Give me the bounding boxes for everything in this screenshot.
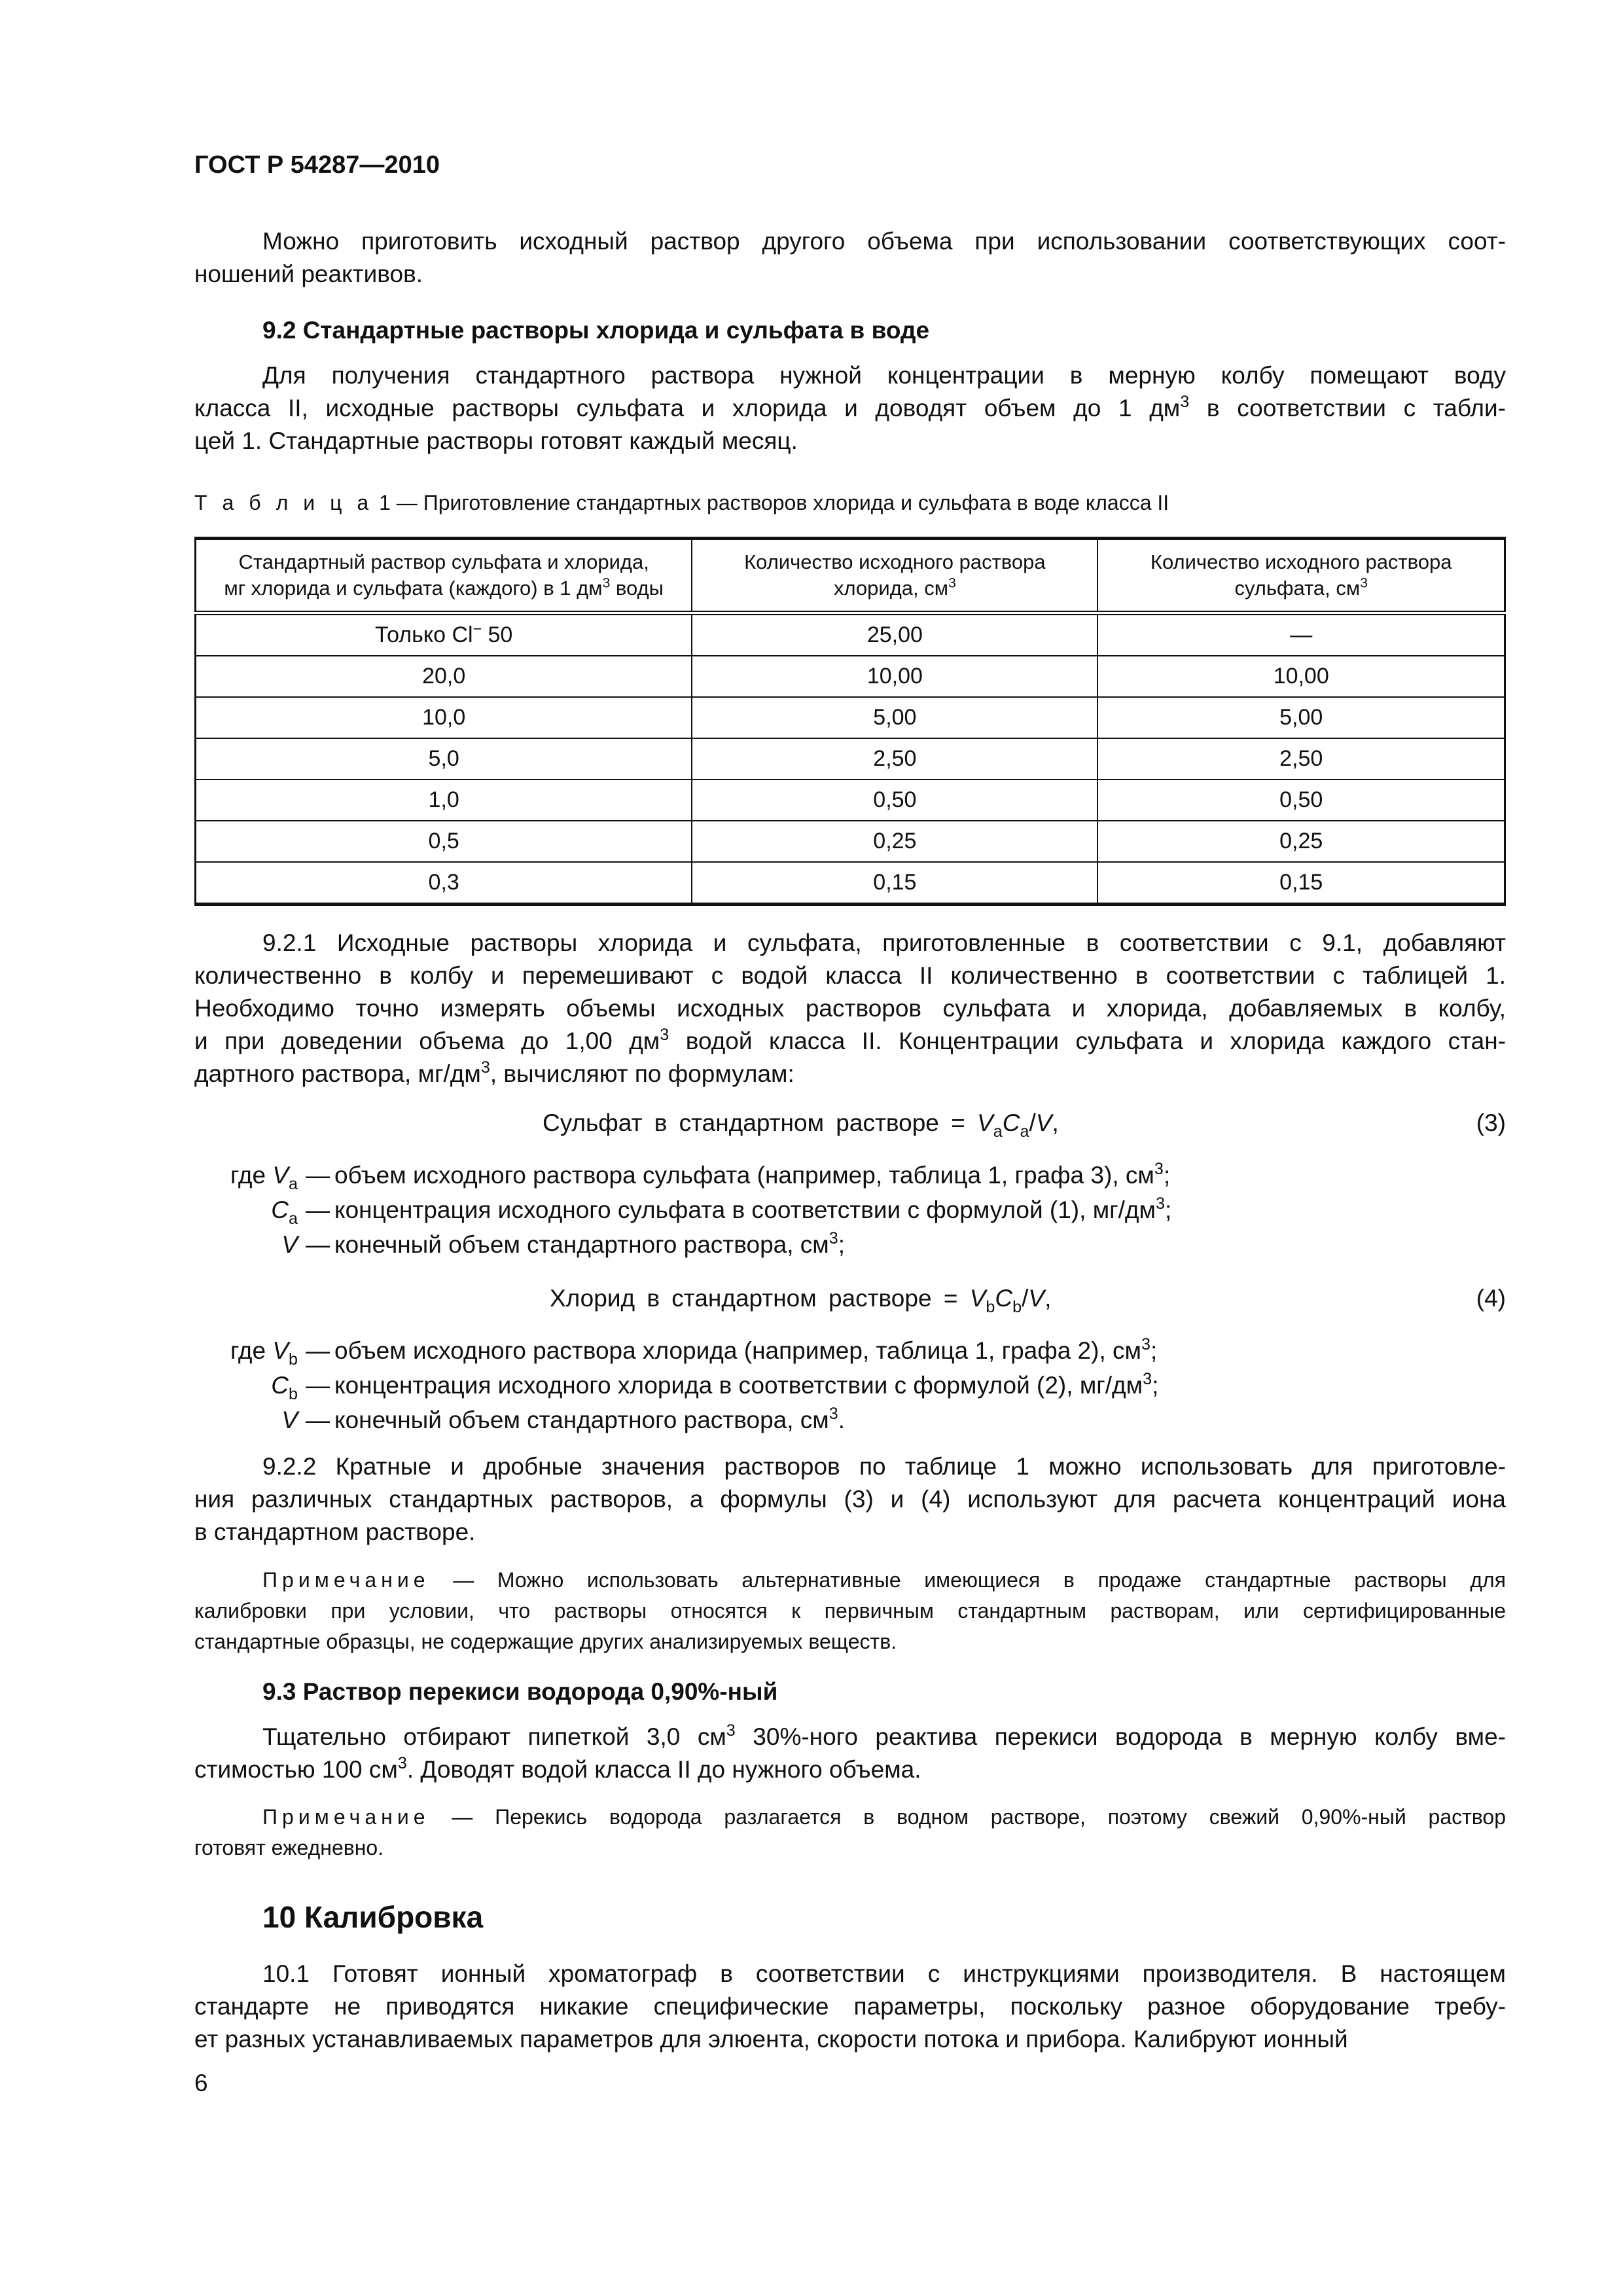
text-line xyxy=(194,1753,1506,1786)
text-run: 3 xyxy=(829,1405,838,1424)
text-run: где xyxy=(230,1337,273,1364)
text-run: Только Cl xyxy=(375,622,473,647)
table-cell xyxy=(692,697,1097,738)
column-header xyxy=(692,539,1097,613)
text-run: C xyxy=(271,1372,289,1399)
text-run: ; xyxy=(1164,1196,1172,1223)
where-item xyxy=(194,1158,1171,1193)
text-line xyxy=(194,1516,1506,1549)
text-run: 3 xyxy=(660,1026,669,1045)
text-run: V xyxy=(281,1407,298,1433)
text-run: 3 xyxy=(1360,575,1368,591)
text-run: 3 xyxy=(1180,393,1190,412)
where-list-3 xyxy=(194,1158,1171,1262)
text-run: конечный объем стандартного раствора, см xyxy=(334,1231,829,1258)
text-run: конечный объем стандартного раствора, см xyxy=(334,1407,829,1433)
text-run: 0,25 xyxy=(873,829,917,853)
table-cell xyxy=(1097,613,1505,656)
text-run: 0,25 xyxy=(1279,829,1323,853)
text-line xyxy=(194,1596,1506,1626)
text-run: b xyxy=(986,1297,995,1316)
text-run: Примечание xyxy=(262,1805,430,1829)
text-run: 3 xyxy=(1154,1160,1164,1179)
document-header: ГОСТ Р 54287—2010 xyxy=(194,151,440,179)
text-run: a xyxy=(289,1209,298,1228)
text-line xyxy=(194,1958,1506,1990)
text-run: Тщательно отбирают пипеткой 3,0 см xyxy=(262,1723,726,1750)
text-run: в соответствии с табли- xyxy=(1189,395,1506,422)
variable-symbol xyxy=(194,1368,306,1403)
table-cell xyxy=(692,862,1097,905)
table-row xyxy=(196,821,1505,862)
text-run: 10,0 xyxy=(422,705,466,730)
note-2 xyxy=(194,1802,1506,1863)
where-item xyxy=(194,1227,1171,1262)
text-line xyxy=(194,1833,1506,1863)
text-line xyxy=(194,927,1506,960)
variable-symbol xyxy=(194,1193,306,1227)
formula-4 xyxy=(550,1282,1051,1315)
variable-definition xyxy=(329,1193,1171,1227)
text-run: стандарте не приводятся никакие специфические параметры, поскольку разное оборудование требу- xyxy=(194,1993,1506,2020)
table-cell xyxy=(692,780,1097,821)
paragraph-9-2-2 xyxy=(194,1450,1506,1549)
text-run: калибровки при условии, что растворы относятся к первичным стандартным растворам, или сертифицированные xyxy=(194,1599,1506,1623)
text-run: 10,00 xyxy=(1273,664,1329,689)
variable-definition xyxy=(329,1333,1157,1368)
text-line xyxy=(194,1565,1506,1596)
table-cell xyxy=(692,613,1097,656)
variable-symbol xyxy=(194,1227,306,1262)
variable-symbol xyxy=(194,1158,306,1193)
text-run: Количество исходного раствора xyxy=(1150,550,1452,573)
table-cell xyxy=(1097,821,1505,862)
text-line xyxy=(194,1025,1506,1058)
text-run: — Перекись водорода разлагается в водном растворе, поэтому свежий 0,90%-ный раствор xyxy=(429,1805,1506,1829)
dash: — xyxy=(306,1196,330,1223)
dash: — xyxy=(306,1337,330,1364)
formula-3-number: (3) xyxy=(1476,1109,1506,1136)
dash: — xyxy=(306,1407,330,1433)
text-run: сульфата, см xyxy=(1234,577,1361,600)
text-run: , xyxy=(1044,1285,1052,1312)
table-cell xyxy=(1097,862,1505,905)
text-line xyxy=(194,392,1506,425)
table-cell xyxy=(1097,780,1505,821)
text-line xyxy=(194,359,1506,392)
text-run: 50 xyxy=(482,622,513,647)
text-run: класса II, исходные растворы сульфата и хлорида и доводят объем до 1 дм xyxy=(194,395,1181,422)
paragraph-9-2 xyxy=(194,359,1506,457)
text-run: 3 xyxy=(726,1721,736,1740)
text-run: концентрация исходного сульфата в соответствии с формулой (1), мг/дм xyxy=(334,1196,1156,1223)
text-run: Стандартный раствор сульфата и хлорида, xyxy=(238,550,649,573)
text-line xyxy=(194,1802,1506,1833)
text-run: V xyxy=(281,1231,298,1258)
text-line xyxy=(194,425,1506,457)
text-run: / xyxy=(1029,1109,1036,1136)
text-run: Хлорид в стандартном растворе = xyxy=(550,1285,970,1312)
text-run: в стандартном растворе. xyxy=(194,1518,476,1545)
text-run: 10,00 xyxy=(866,664,923,689)
text-run: концентрация исходного хлорида в соответствии с формулой (2), мг/дм xyxy=(334,1372,1143,1399)
text-run: количественно в колбу и перемешивают с водой класса II количественно в соответствии с таблицей 1. xyxy=(194,962,1506,989)
header-line xyxy=(1098,549,1504,575)
data-table xyxy=(194,537,1506,906)
text-line xyxy=(194,960,1506,992)
text-run: a xyxy=(993,1122,1003,1141)
text-line xyxy=(194,1721,1506,1753)
text-run: C xyxy=(271,1196,289,1223)
text-run: / xyxy=(1022,1285,1029,1312)
text-run: C xyxy=(995,1285,1013,1312)
text-run: хлорида, см xyxy=(833,577,949,600)
text-line xyxy=(194,225,1506,258)
text-run: , вычисляют по формулам: xyxy=(490,1060,794,1087)
text-run: 20,0 xyxy=(422,664,466,689)
table-cell xyxy=(692,738,1097,780)
formula-3 xyxy=(543,1107,1059,1139)
where-list-4 xyxy=(194,1333,1158,1437)
text-run: где xyxy=(230,1162,273,1189)
text-run: 0,3 xyxy=(428,870,459,895)
text-run: . Доводят водой класса II до нужного объема. xyxy=(406,1756,921,1783)
text-run: 30%-ного реактива перекиси водорода в мерную колбу вме- xyxy=(735,1723,1506,1750)
text-run: 0,5 xyxy=(428,829,459,853)
text-run: 9.2.2 Кратные и дробные значения растворов по таблице 1 можно использовать для приготовле- xyxy=(262,1453,1506,1480)
where-item xyxy=(194,1333,1158,1368)
text-line xyxy=(194,1450,1506,1483)
table-cell xyxy=(1097,697,1505,738)
text-run: V xyxy=(1035,1109,1052,1136)
text-run: Сульфат в стандартном растворе = xyxy=(543,1109,978,1136)
text-run: 3 xyxy=(1143,1370,1152,1389)
text-run: V xyxy=(1028,1285,1045,1312)
text-run: 5,0 xyxy=(428,746,459,771)
where-item xyxy=(194,1368,1158,1403)
text-run: Количество исходного раствора xyxy=(744,550,1046,573)
text-run: объем исходного раствора сульфата (например, таблица 1, графа 3), см xyxy=(334,1162,1154,1189)
text-run: 0,50 xyxy=(1279,787,1323,812)
text-run: . xyxy=(838,1407,845,1433)
text-run: 3 xyxy=(602,575,611,591)
paragraph-intro xyxy=(194,225,1506,291)
formula-4-number: (4) xyxy=(1476,1285,1506,1312)
text-run: дартного раствора, мг/дм xyxy=(194,1060,481,1087)
text-run: − xyxy=(473,620,482,637)
header-line xyxy=(196,549,691,575)
text-run: — xyxy=(1290,622,1313,647)
text-run: 3 xyxy=(397,1754,407,1773)
text-run: 1,0 xyxy=(428,787,459,812)
text-run: 3 xyxy=(1141,1335,1150,1354)
header-line xyxy=(692,575,1097,601)
table-cell xyxy=(196,613,692,656)
text-run: 3 xyxy=(829,1229,838,1248)
text-run: 3 xyxy=(480,1058,490,1077)
text-run: готовят ежедневно. xyxy=(194,1836,384,1859)
paragraph-9-2-1 xyxy=(194,927,1506,1090)
text-run: V xyxy=(272,1162,289,1189)
text-run: Необходимо точно измерять объемы исходных растворов сульфата и хлорида, добавляемых в колбу, xyxy=(194,995,1506,1022)
text-run: 0,50 xyxy=(873,787,917,812)
table-cell xyxy=(196,656,692,697)
note-1 xyxy=(194,1565,1506,1657)
text-run: a xyxy=(289,1174,298,1193)
table-row xyxy=(196,656,1505,697)
text-run: 2,50 xyxy=(1279,746,1323,771)
header-line xyxy=(692,549,1097,575)
section-heading-9-3: 9.3 Раствор перекиси водорода 0,90%-ный xyxy=(262,1678,778,1705)
text-run: цей 1. Стандартные растворы готовят каждый месяц. xyxy=(194,427,798,454)
text-run: Можно приготовить исходный раствор другого объема при использовании соответствующих соот- xyxy=(262,228,1506,255)
where-item xyxy=(194,1193,1171,1227)
table-caption-text: 1 — Приготовление стандартных растворов хлорида и сульфата в воде класса II xyxy=(373,491,1169,514)
table-cell xyxy=(196,697,692,738)
text-run: 5,00 xyxy=(873,705,917,730)
text-run: водой класса II. Концентрации сульфата и хлорида каждого стан- xyxy=(669,1028,1506,1054)
text-run: стимостью 100 см xyxy=(194,1756,398,1783)
text-run: 0,15 xyxy=(873,870,917,895)
section-heading-10: 10 Калибровка xyxy=(262,1900,484,1934)
table-row xyxy=(196,862,1505,905)
text-run: 2,50 xyxy=(873,746,917,771)
dash: — xyxy=(306,1162,330,1189)
text-run: V xyxy=(969,1285,986,1312)
table-cell xyxy=(1097,738,1505,780)
text-line xyxy=(194,992,1506,1025)
table-row xyxy=(196,697,1505,738)
table-cell xyxy=(692,821,1097,862)
header-line xyxy=(1098,575,1504,601)
dash: — xyxy=(306,1231,330,1258)
text-run: ет разных устанавливаемых параметров для элюента, скорости потока и прибора. Калибруют ионный xyxy=(194,2026,1348,2053)
text-run: 10.1 Готовят ионный хроматограф в соответствии с инструкциями производителя. В настоящем xyxy=(262,1960,1506,1987)
dash: — xyxy=(306,1372,330,1399)
section-heading-9-2: 9.2 Стандартные растворы хлорида и сульфата в воде xyxy=(262,317,930,344)
text-run: ; xyxy=(1152,1372,1159,1399)
text-run: V xyxy=(272,1337,289,1364)
text-run: Для получения стандартного раствора нужной концентрации в мерную колбу помещают воду xyxy=(262,362,1506,389)
text-run: Примечание xyxy=(262,1568,430,1592)
table-cell xyxy=(1097,656,1505,697)
page-number: 6 xyxy=(194,2070,208,2096)
variable-symbol xyxy=(194,1333,306,1368)
text-run: ношений реактивов. xyxy=(194,260,423,287)
where-item xyxy=(194,1403,1158,1437)
text-line xyxy=(194,2023,1506,2056)
table-row xyxy=(196,738,1505,780)
text-line xyxy=(194,1483,1506,1516)
text-line xyxy=(194,258,1506,291)
variable-symbol xyxy=(194,1403,306,1437)
paragraph-9-3 xyxy=(194,1721,1506,1786)
table-cell xyxy=(196,780,692,821)
text-run: мг хлорида и сульфата (каждого) в 1 дм xyxy=(224,577,603,600)
variable-definition xyxy=(329,1158,1170,1193)
table-cell xyxy=(692,656,1097,697)
text-run: ния различных стандартных растворов, а формулы (3) и (4) используют для расчета концентраций иона xyxy=(194,1486,1506,1513)
column-header xyxy=(196,539,692,613)
text-line xyxy=(194,1990,1506,2023)
text-run: a xyxy=(1020,1122,1029,1141)
header-line xyxy=(196,575,691,601)
variable-definition xyxy=(329,1403,845,1437)
text-run: 9.2.1 Исходные растворы хлорида и сульфата, приготовленные в соответствии с 9.1, добавляют xyxy=(262,929,1506,956)
text-run: — Можно использовать альтернативные имеющиеся в продаже стандартные растворы для xyxy=(429,1568,1506,1592)
text-run: 5,00 xyxy=(1279,705,1323,730)
text-run: ; xyxy=(1150,1337,1158,1364)
text-run: , xyxy=(1052,1109,1059,1136)
text-run: стандартные образцы, не содержащие других анализируемых веществ. xyxy=(194,1630,897,1653)
text-run: b xyxy=(289,1350,298,1369)
text-run: 3 xyxy=(1155,1194,1165,1213)
text-line xyxy=(194,1626,1506,1657)
table-caption xyxy=(194,488,1506,517)
text-run: 25,00 xyxy=(866,622,923,647)
text-run: C xyxy=(1002,1109,1020,1136)
text-run: ; xyxy=(1163,1162,1171,1189)
column-header xyxy=(1097,539,1505,613)
text-run: воды xyxy=(610,577,664,600)
text-run: и при доведении объема до 1,00 дм xyxy=(194,1028,660,1054)
text-run: 3 xyxy=(948,575,956,591)
table-cell xyxy=(196,821,692,862)
text-run: V xyxy=(977,1109,993,1136)
table-row xyxy=(196,613,1505,656)
table-caption-label: Т а б л и ц а xyxy=(194,491,374,514)
variable-definition xyxy=(329,1227,845,1262)
table-cell xyxy=(196,862,692,905)
text-run: 0,15 xyxy=(1279,870,1323,895)
text-run: b xyxy=(1012,1297,1022,1316)
variable-definition xyxy=(329,1368,1158,1403)
text-run: объем исходного раствора хлорида (например, таблица 1, графа 2), см xyxy=(334,1337,1141,1364)
text-run: b xyxy=(289,1384,298,1403)
table-header-row xyxy=(196,539,1505,613)
paragraph-10-1 xyxy=(194,1958,1506,2056)
text-run: ; xyxy=(838,1231,845,1258)
text-line xyxy=(194,1058,1506,1090)
table-cell xyxy=(196,738,692,780)
table-row xyxy=(196,780,1505,821)
